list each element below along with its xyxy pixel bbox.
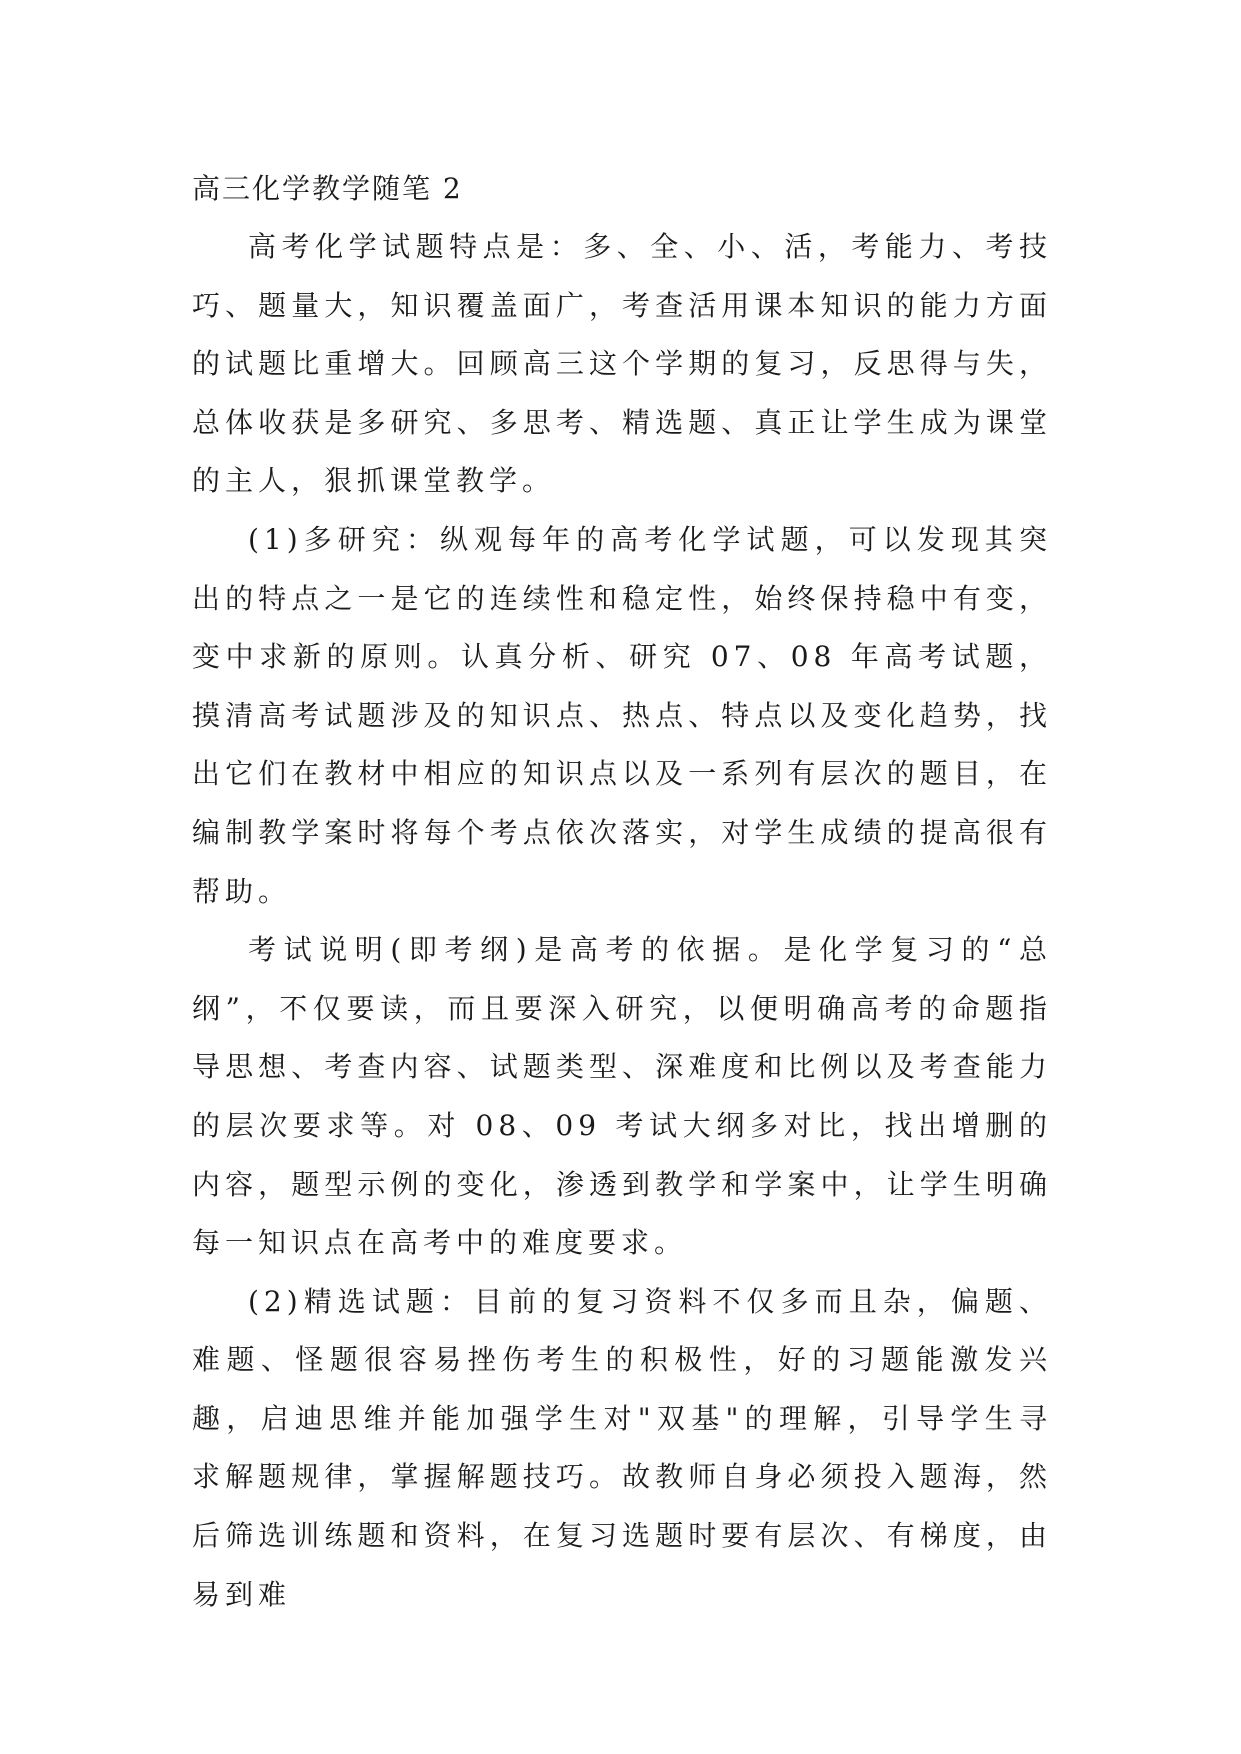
document-body [192, 160, 1052, 1624]
paragraph-research: (1)多研究：纵观每年的高考化学试题，可以发现其突出的特点之一是它的连续性和稳定性，始终保持稳中有变，变中求新的原则。认真分析、研究 07、08 年高考试题，摸清高考试题涉及的知识点、热点、特点以及变化趋势，找出它们在教材中相应的知识点以及一系列有层次的题目，在编制教学案时将每个考点依次落实，对学生成绩的提高很有帮助。 [192, 522, 1052, 908]
paragraph-select-questions: (2)精选试题：目前的复习资料不仅多而且杂，偏题、难题、怪题很容易挫伤考生的积极性，好的习题能激发兴趣，启迪思维并能加强学生对"双基"的理解，引导学生寻求解题规律，掌握解题技巧。故教师自身必须投入题海，然后筛选训练题和资料，在复习选题时要有层次、有梯度，由易到难 [192, 1284, 1052, 1611]
document-title: 高三化学教学随笔 2 [192, 172, 463, 205]
paragraph-exam-outline: 考试说明(即考纲)是高考的依据。是化学复习的“总纲”，不仅要读，而且要深入研究，以便明确高考的命题指导思想、考查内容、试题类型、深难度和比例以及考查能力的层次要求等。对 08、09 考试大纲多对比，找出增删的内容，题型示例的变化，渗透到教学和学案中，让学生明确每一知识点在高考中的难度要求。 [192, 933, 1052, 1260]
paragraph-intro: 高考化学试题特点是：多、全、小、活，考能力、考技巧、题量大，知识覆盖面广，考查活用课本知识的能力方面的试题比重增大。回顾高三这个学期的复习，反思得与失，总体收获是多研究、多思考、精选题、真正让学生成为课堂的主人，狠抓课堂教学。 [192, 230, 1052, 498]
